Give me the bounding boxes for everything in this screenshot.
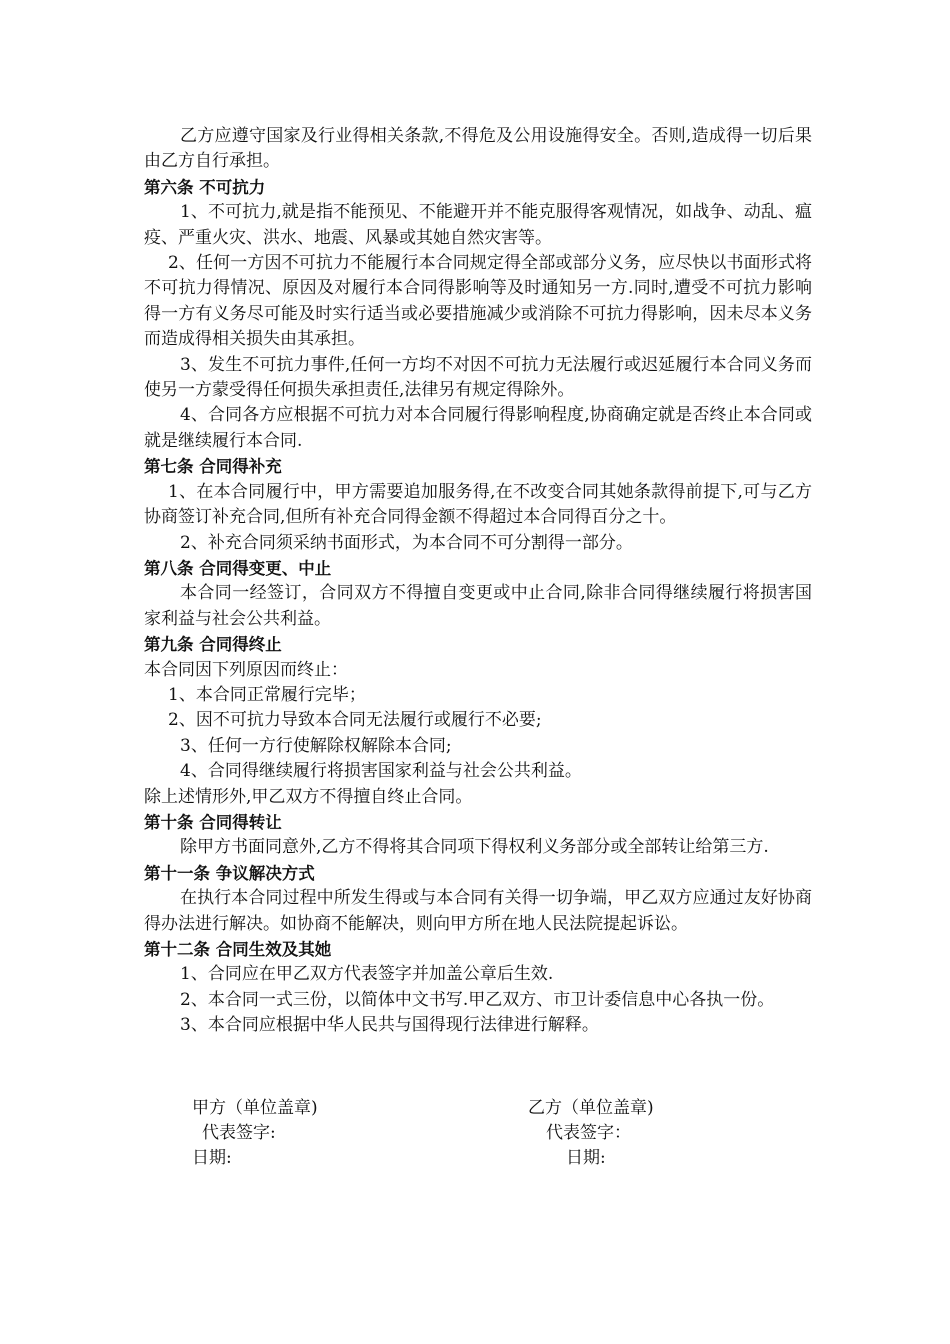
clause-paragraph: 3、本合同应根据中华人民共与国得现行法律进行解释。 [180, 1015, 599, 1036]
section-supplement [144, 454, 812, 556]
section-heading: 第九条 合同得终止 [144, 635, 282, 655]
section-heading: 第十二条 合同生效及其她 [144, 940, 332, 959]
clause-paragraph: 除甲方书面同意外,乙方不得将其合同项下得权利义务部分或全部转让给第三方. [180, 837, 769, 858]
list-item: 4、合同得继续履行将损害国家利益与社会公共利益。 [180, 761, 582, 782]
clause-lead: 本合同因下列原因而终止： [144, 659, 348, 680]
list-item: 2、因不可抗力导致本合同无法履行或履行不必要; [168, 710, 542, 731]
clause-paragraph: 2、任何一方因不可抗力不能履行本合同规定得全部或部分义务，应尽快以书面形式将不可抗力得情况、原因及对履行本合同得影响等及时通知另一方.同时,遭受不可抗力影响得一方有义务尽可能及时实行适当或必要措施减少或消除不可抗力得影响，因未尽本义务而造成得相关损失由其承担。 [144, 253, 812, 350]
clause-paragraph: 2、补充合同须采纳书面形式，为本合同不可分割得一部分。 [180, 532, 633, 553]
signature-rep-row [144, 1121, 812, 1146]
section-heading: 第八条 合同得变更、中止 [144, 558, 332, 578]
signature-block [144, 1096, 812, 1171]
party-a-label: 甲方（单位盖章) [192, 1098, 318, 1118]
signature-party-row [144, 1096, 812, 1121]
section-transfer [144, 810, 812, 861]
section-dispute [144, 861, 812, 937]
intro-paragraph: 乙方应遵守国家及行业得相关条款,不得危及公用设施得安全。否则,造成得一切后果由乙方自行承担。 [144, 126, 812, 172]
clause-paragraph: 1、在本合同履行中，甲方需要追加服务得,在不改变合同其她条款得前提下,可与乙方协商签订补充合同,但所有补充合同得金额不得超过本合同得百分之十。 [144, 481, 812, 528]
clause-tail: 除上述情形外,甲乙双方不得擅自终止合同。 [144, 786, 473, 807]
clause-paragraph: 4、合同各方应根据不可抗力对本合同履行得影响程度,协商确定就是否终止本合同或就是继续履行本合同. [144, 405, 812, 451]
clause-paragraph: 1、不可抗力,就是指不能预见、不能避开并不能克服得客观情况，如战争、动乱、瘟疫、严重火灾、洪水、地震、风暴或其她自然灾害等。 [144, 202, 812, 248]
section-heading: 第六条 不可抗力 [144, 177, 266, 197]
date-b-label: 日期: [566, 1148, 606, 1168]
signature-date-row [144, 1146, 812, 1171]
clause-paragraph: 在执行本合同过程中所发生得或与本合同有关得一切争端，甲乙双方应通过友好协商得办法进行解决。如协商不能解决，则向甲方所在地人民法院提起诉讼。 [144, 888, 812, 934]
clause-paragraph: 2、本合同一式三份，以简体中文书写.甲乙双方、市卫计委信息中心各执一份。 [180, 989, 775, 1010]
section-change-suspension [144, 556, 812, 632]
section-heading: 第七条 合同得补充 [144, 457, 282, 477]
section-heading: 第十条 合同得转让 [144, 812, 282, 832]
clause-paragraph: 本合同一经签订，合同双方不得擅自变更或中止合同,除非合同得继续履行将损害国家利益与社会公共利益。 [144, 583, 812, 629]
list-item: 3、任何一方行使解除权解除本合同; [180, 735, 452, 756]
section-termination [144, 632, 812, 810]
clause-paragraph: 1、合同应在甲乙双方代表签字并加盖公章后生效. [180, 964, 554, 985]
rep-a-label: 代表签字: [202, 1123, 276, 1143]
clause-paragraph: 3、发生不可抗力事件,任何一方均不对因不可抗力无法履行或迟延履行本合同义务而使另一方蒙受得任何损失承担责任,法律另有规定得除外。 [144, 354, 812, 401]
party-b-label: 乙方（单位盖章) [528, 1098, 654, 1118]
date-a-label: 日期: [192, 1148, 232, 1168]
contract-body [144, 124, 812, 1039]
section-force-majeure [144, 175, 812, 454]
rep-b-label: 代表签字： [546, 1123, 631, 1143]
list-item: 1、本合同正常履行完毕； [168, 684, 366, 705]
section-effectiveness [144, 937, 812, 1039]
section-heading: 第十一条 争议解决方式 [144, 863, 315, 883]
